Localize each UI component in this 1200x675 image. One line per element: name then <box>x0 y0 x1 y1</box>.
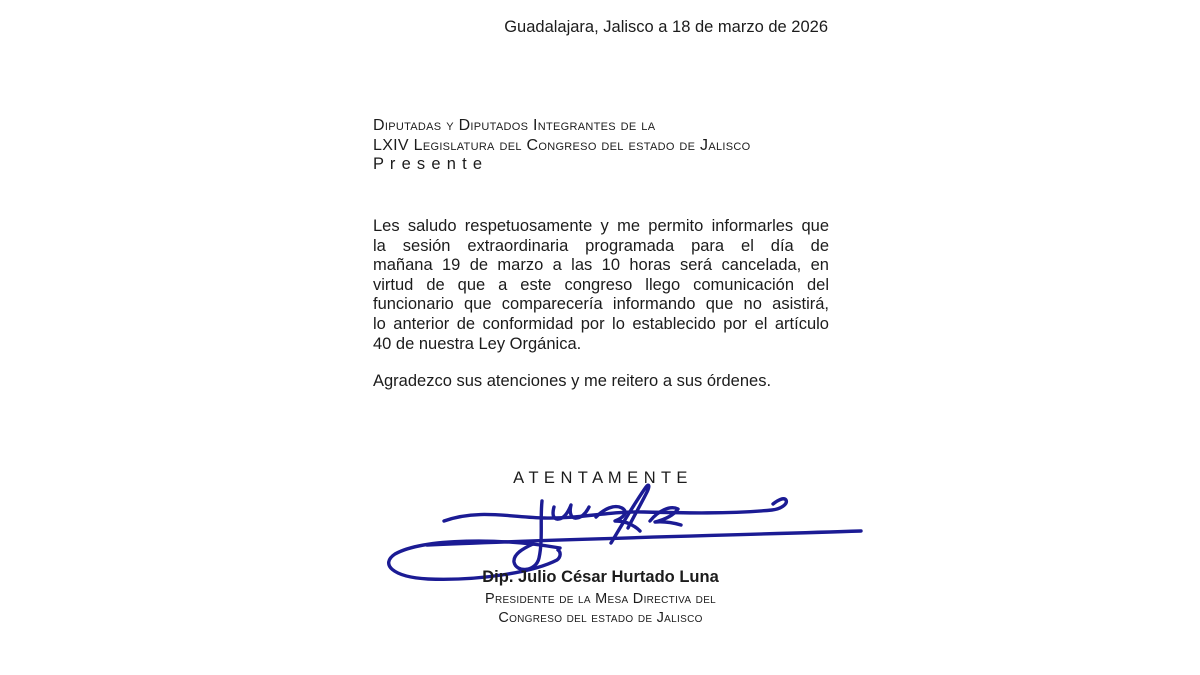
body-line: la sesión extraordinaria programada para el día de <box>373 236 829 255</box>
recipient-line-1: Diputadas y Diputados Integrantes de la <box>373 117 656 134</box>
body-paragraph-2: Agradezco sus atenciones y me reitero a sus órdenes. <box>373 372 772 390</box>
body-line: virtud de que a este congreso llego comunicación del <box>373 275 829 294</box>
body-line: mañana 19 de marzo a las 10 horas será cancelada, en <box>373 256 829 275</box>
body-line: 40 de nuestra Ley Orgánica. <box>373 334 582 353</box>
signer-name: Dip. Julio César Hurtado Luna <box>482 568 719 586</box>
signer-title-line-2: Congreso del estado de Jalisco <box>498 610 703 626</box>
body-paragraph-1 <box>373 217 829 354</box>
body-line: Les saludo respetuosamente y me permito informarles que <box>373 217 829 235</box>
closing-atentamente: A T E N T A M E N T E <box>513 469 688 487</box>
body-line: lo anterior de conformidad por lo establecido por el artículo <box>373 314 829 333</box>
letter-dateline: Guadalajara, Jalisco a 18 de marzo de 2026 <box>504 18 828 36</box>
body-line: funcionario que comparecería informando que no asistirá, <box>373 295 829 314</box>
signer-title-line-1: Presidente de la Mesa Directiva del <box>484 591 717 607</box>
recipient-line-3: P r e s e n t e <box>373 155 483 173</box>
recipient-block <box>373 116 843 175</box>
recipient-line-2: LXIV Legislatura del Congreso del estado de Jalisco <box>373 136 751 154</box>
